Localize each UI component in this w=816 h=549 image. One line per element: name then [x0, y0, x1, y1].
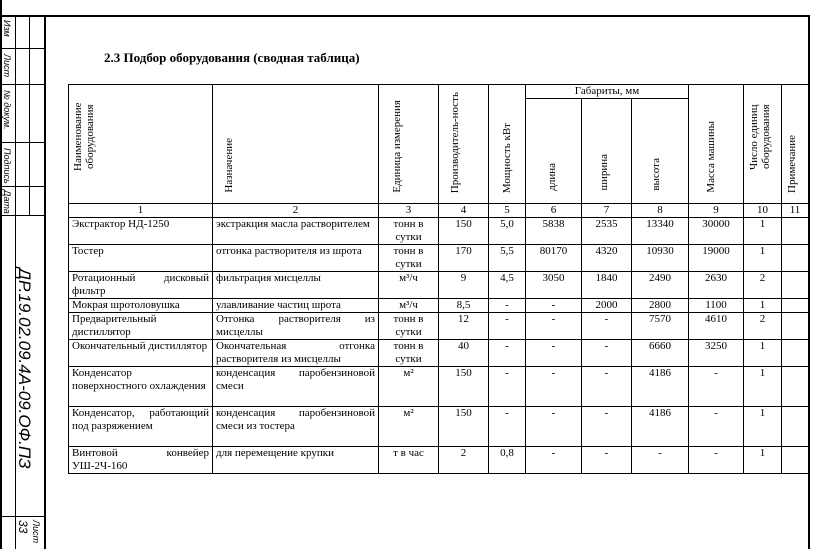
table-row	[69, 340, 809, 367]
header-name: Наименование оборудования	[69, 85, 213, 204]
cell-mass: 19000	[689, 245, 744, 272]
header-note: Примечание	[782, 85, 809, 204]
cell-count: 1	[744, 340, 782, 367]
table-body	[69, 218, 809, 474]
cell-unit: тонн в сутки	[379, 313, 439, 340]
cell-height: 7570	[632, 313, 689, 340]
cell-capacity: 150	[439, 218, 489, 245]
table-row	[69, 447, 809, 474]
cell-width: 2535	[582, 218, 632, 245]
stamp-row-6	[0, 516, 45, 517]
cell-note	[782, 299, 809, 313]
cell-length: -	[526, 340, 582, 367]
cell-count: 1	[744, 407, 782, 447]
stamp-row-4	[0, 186, 45, 187]
cell-power: -	[489, 367, 526, 407]
header-dimensions: Габариты, мм	[526, 85, 689, 99]
section-title: 2.3 Подбор оборудования (сводная таблица)	[104, 50, 360, 65]
cell-unit: т в час	[379, 447, 439, 474]
frame-top-border	[0, 15, 808, 17]
cell-mass: -	[689, 407, 744, 447]
cell-note	[782, 313, 809, 340]
cell-length: -	[526, 447, 582, 474]
header-mass: Масса машины	[689, 85, 744, 204]
stamp-inner-line-2	[29, 15, 30, 215]
cell-mass: 4610	[689, 313, 744, 340]
cell-height: 4186	[632, 367, 689, 407]
header-length: длина	[526, 99, 582, 204]
cell-length: -	[526, 299, 582, 313]
cell-name: Конденсатор, работающий под разряжением	[69, 407, 213, 447]
table-row	[69, 367, 809, 407]
cell-note	[782, 407, 809, 447]
stamp-row-3	[0, 142, 45, 143]
cell-unit: м²	[379, 367, 439, 407]
cell-capacity: 8,5	[439, 299, 489, 313]
cell-length: 5838	[526, 218, 582, 245]
stamp-row-1	[0, 48, 45, 49]
cell-name: Винтовой конвейер УШ-2Ч-160	[69, 447, 213, 474]
cell-note	[782, 218, 809, 245]
stamp-row-5	[0, 215, 45, 216]
cell-height: 4186	[632, 407, 689, 447]
stamp-label-izm: Изм	[2, 20, 12, 37]
sheet-label: Лист	[31, 520, 41, 544]
cell-name: Тостер	[69, 245, 213, 272]
cell-purpose: для перемещение крупки	[213, 447, 379, 474]
cell-unit: м³/ч	[379, 299, 439, 313]
column-numbers-row	[69, 204, 809, 218]
stamp-separator	[44, 15, 46, 549]
cell-power: 5,5	[489, 245, 526, 272]
cell-power: 4,5	[489, 272, 526, 299]
cell-unit: тонн в сутки	[379, 245, 439, 272]
cell-length: -	[526, 407, 582, 447]
cell-power: 0,8	[489, 447, 526, 474]
cell-purpose: конденсация паробензиновой смеси из тостера	[213, 407, 379, 447]
col-number: 7	[582, 204, 632, 218]
cell-capacity: 170	[439, 245, 489, 272]
cell-width: -	[582, 367, 632, 407]
cell-capacity: 150	[439, 407, 489, 447]
cell-power: -	[489, 313, 526, 340]
header-power: Мощность кВт	[489, 85, 526, 204]
cell-mass: -	[689, 447, 744, 474]
header-height: высота	[632, 99, 689, 204]
cell-name: Предварительный дистиллятор	[69, 313, 213, 340]
cell-power: -	[489, 407, 526, 447]
cell-height: 2800	[632, 299, 689, 313]
cell-count: 2	[744, 272, 782, 299]
table-row	[69, 407, 809, 447]
table-row	[69, 299, 809, 313]
cell-mass: 1100	[689, 299, 744, 313]
col-number: 1	[69, 204, 213, 218]
cell-name: Экстрактор НД-1250	[69, 218, 213, 245]
frame-left-border	[0, 0, 2, 549]
equipment-table	[68, 84, 809, 474]
cell-purpose: улавливание частиц шрота	[213, 299, 379, 313]
stamp-row-2	[0, 84, 45, 85]
cell-note	[782, 272, 809, 299]
cell-purpose: экстракция масла растворителем	[213, 218, 379, 245]
cell-power: -	[489, 299, 526, 313]
cell-capacity: 40	[439, 340, 489, 367]
cell-purpose: конденсация паробензиновой смеси	[213, 367, 379, 407]
cell-unit: тонн в сутки	[379, 218, 439, 245]
document-code: ДР.19.02.09.4А-09.ОФ.ПЗ	[15, 268, 34, 469]
sheet-number: 33	[16, 520, 30, 534]
header-unit: Единица измерения	[379, 85, 439, 204]
col-number: 10	[744, 204, 782, 218]
stamp-label-signature: Подпись	[2, 148, 12, 184]
col-number: 4	[439, 204, 489, 218]
stamp-label-list: Лист	[2, 54, 12, 78]
cell-note	[782, 367, 809, 407]
cell-height: 13340	[632, 218, 689, 245]
cell-count: 2	[744, 313, 782, 340]
cell-power: -	[489, 340, 526, 367]
cell-mass: 2630	[689, 272, 744, 299]
cell-unit: м²	[379, 407, 439, 447]
header-count: Число единиц оборудования	[744, 85, 782, 204]
table-row	[69, 313, 809, 340]
col-number: 9	[689, 204, 744, 218]
col-number: 2	[213, 204, 379, 218]
cell-length: -	[526, 313, 582, 340]
col-number: 5	[489, 204, 526, 218]
cell-width: 4320	[582, 245, 632, 272]
cell-mass: 3250	[689, 340, 744, 367]
cell-capacity: 9	[439, 272, 489, 299]
cell-name: Конденсатор поверхностного охлаждения	[69, 367, 213, 407]
cell-unit: тонн в сутки	[379, 340, 439, 367]
cell-height: 10930	[632, 245, 689, 272]
cell-purpose: отгонка растворителя из шрота	[213, 245, 379, 272]
cell-count: 1	[744, 447, 782, 474]
col-number: 8	[632, 204, 689, 218]
col-number: 3	[379, 204, 439, 218]
header-width: ширина	[582, 99, 632, 204]
table-row	[69, 245, 809, 272]
cell-count: 1	[744, 218, 782, 245]
cell-height: 2490	[632, 272, 689, 299]
table-row	[69, 272, 809, 299]
cell-width: -	[582, 407, 632, 447]
cell-count: 1	[744, 245, 782, 272]
col-number: 11	[782, 204, 809, 218]
cell-width: 2000	[582, 299, 632, 313]
cell-count: 1	[744, 367, 782, 407]
cell-capacity: 12	[439, 313, 489, 340]
cell-width: -	[582, 313, 632, 340]
cell-purpose: фильтрация мисцеллы	[213, 272, 379, 299]
cell-length: 80170	[526, 245, 582, 272]
cell-capacity: 2	[439, 447, 489, 474]
cell-purpose: Окончательная отгонка растворителя из мисцеллы	[213, 340, 379, 367]
cell-width: -	[582, 340, 632, 367]
cell-length: 3050	[526, 272, 582, 299]
col-number: 6	[526, 204, 582, 218]
cell-height: 6660	[632, 340, 689, 367]
cell-capacity: 150	[439, 367, 489, 407]
stamp-label-date: Дата	[2, 190, 12, 214]
cell-length: -	[526, 367, 582, 407]
header-capacity: Производитель-ность	[439, 85, 489, 204]
cell-count: 1	[744, 299, 782, 313]
stamp-label-doc-number: № докум.	[2, 90, 12, 130]
cell-height: -	[632, 447, 689, 474]
cell-mass: 30000	[689, 218, 744, 245]
cell-width: -	[582, 447, 632, 474]
cell-power: 5,0	[489, 218, 526, 245]
cell-name: Ротационный дисковый фильтр	[69, 272, 213, 299]
cell-unit: м³/ч	[379, 272, 439, 299]
cell-note	[782, 340, 809, 367]
cell-mass: -	[689, 367, 744, 407]
cell-note	[782, 245, 809, 272]
cell-name: Окончательный дистиллятор	[69, 340, 213, 367]
cell-width: 1840	[582, 272, 632, 299]
header-row-1	[69, 85, 809, 99]
cell-note	[782, 447, 809, 474]
cell-purpose: Отгонка растворителя из мисцеллы	[213, 313, 379, 340]
cell-name: Мокрая шротоловушка	[69, 299, 213, 313]
table-row	[69, 218, 809, 245]
header-purpose: Назначение	[213, 85, 379, 204]
